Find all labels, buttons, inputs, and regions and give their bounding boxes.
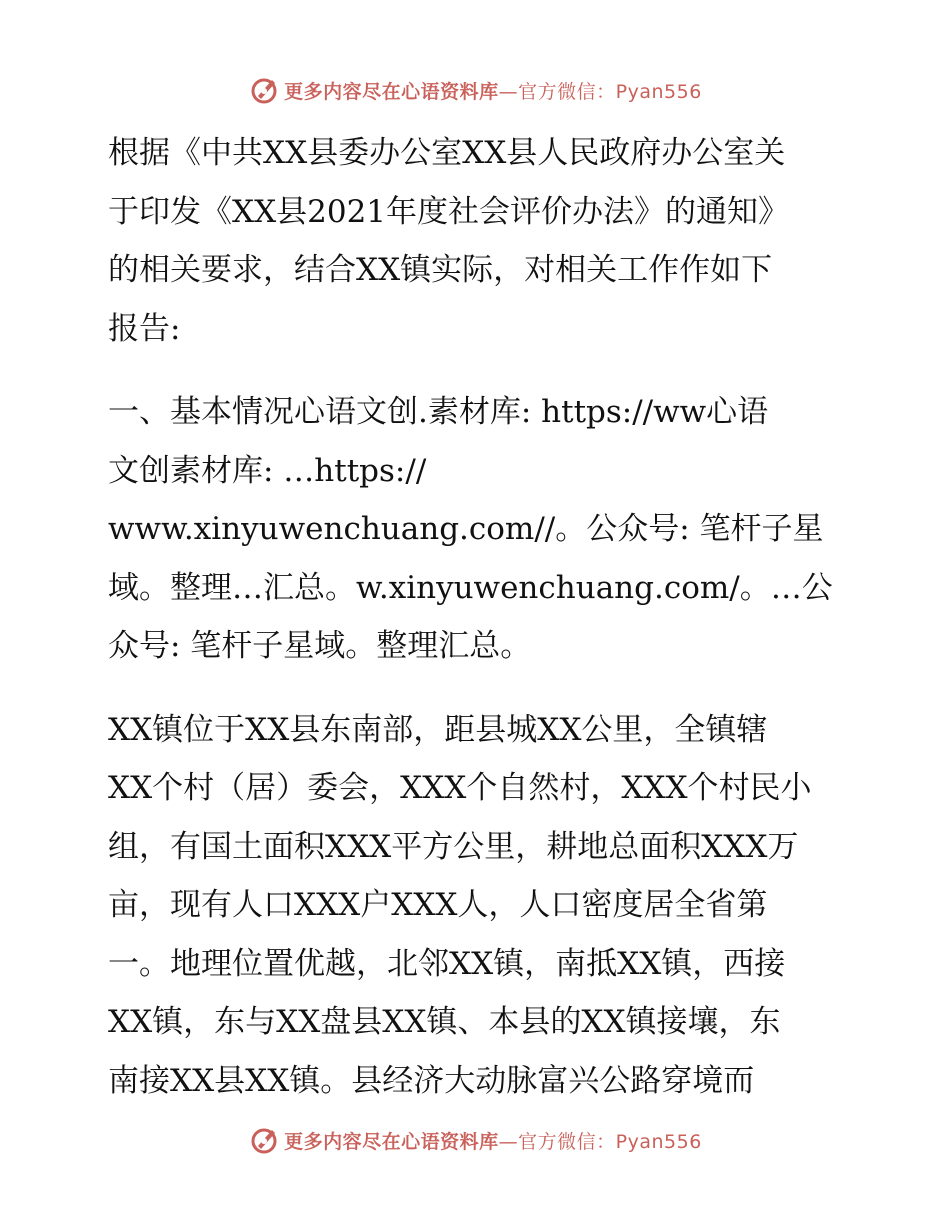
pen-logo-icon [248,74,280,106]
text-line: 一、基本情况心语文创.素材库: https://ww心语 [108,394,769,430]
paragraph-section-heading [98,383,858,676]
text-line: 于印发《XX县2021年度社会评价办法》的通知》 [108,193,790,230]
text-line: 报告: [108,310,181,347]
text-line: 一。地理位置优越，北邻XX镇，南抵XX镇，西接 [108,945,786,982]
pen-logo-icon [248,1124,280,1156]
text-line: 的相关要求，结合XX镇实际，对相关工作作如下 [108,252,773,288]
text-line: 组，有国土面积XXX平方公里，耕地总面积XXX万 [108,828,799,865]
text-line: 根据《中共XX县委办公室XX县人民政府办公室关 [108,135,786,171]
text-line: XX个村（居）委会，XXX个自然村，XXX个村民小 [108,770,812,806]
text-line: 南接XX县XX镇。县经济大动脉富兴公路穿境而 [108,1062,755,1099]
footer-watermark-banner [0,1120,950,1160]
paragraph-intro [98,124,858,358]
text-line: 文创素材库: …https:// [108,452,427,489]
paragraph-basic-info [98,701,858,1111]
banner-text: 更多内容尽在心语资料库—官方微信：Pyan556 [284,1130,702,1153]
text-line: XX镇位于XX县东南部，距县城XX公里，全镇辖 [108,711,768,748]
document-body [98,124,858,1110]
text-line: 域。整理…汇总。w.xinyuwenchuang.com/。…公 [108,569,833,606]
text-line: 众号: 笔杆子星域。整理汇总。 [108,628,532,664]
text-line: XX镇，东与XX盘县XX镇、本县的XX镇接壤，东 [108,1004,781,1040]
header-watermark-banner [0,70,950,110]
banner-text: 更多内容尽在心语资料库—官方微信：Pyan556 [284,80,702,103]
text-line: www.xinyuwenchuang.com//。公众号: 笔杆子星 [108,511,824,547]
text-line: 亩，现有人口XXX户XXX人，人口密度居全省第 [108,887,768,923]
